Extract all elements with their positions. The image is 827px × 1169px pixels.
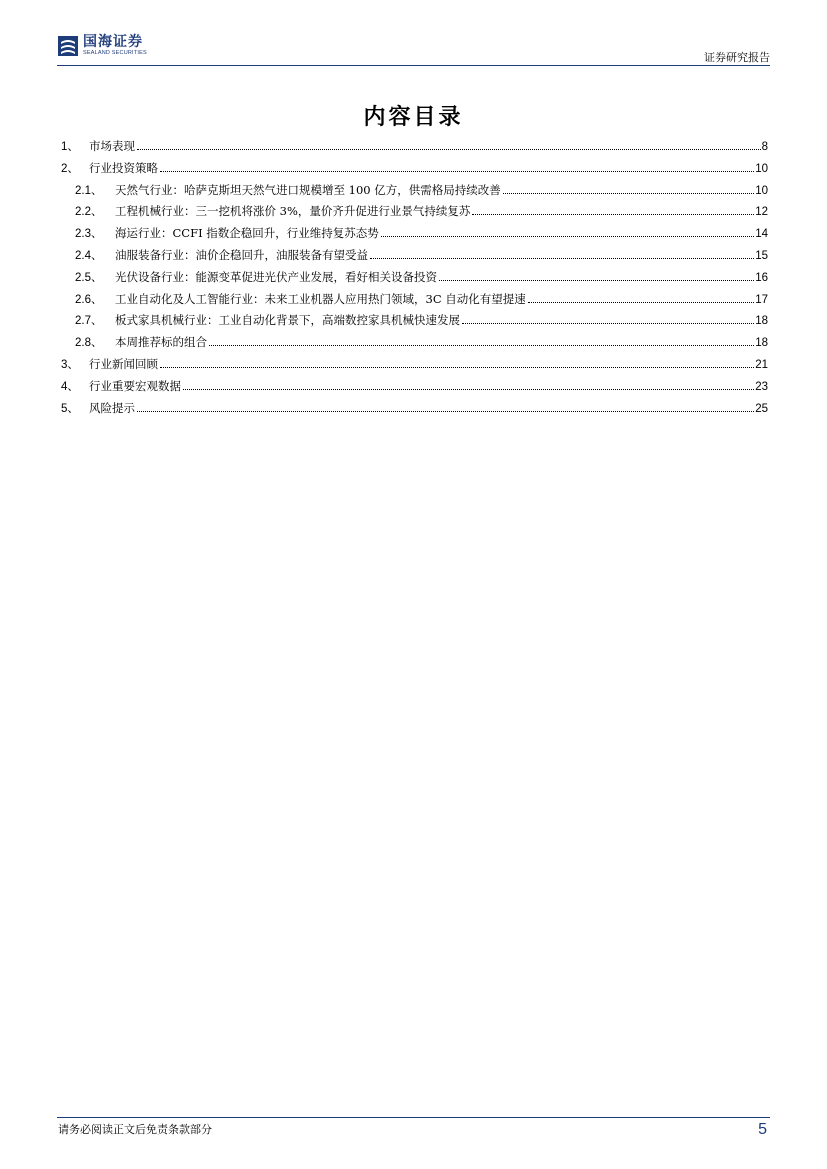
footer-disclaimer: 请务必阅读正文后免责条款部分 bbox=[58, 1123, 212, 1136]
toc-dot-leader bbox=[503, 193, 754, 194]
toc-entry-label: 板式家具机械行业：工业自动化背景下，高端数控家具机械快速发展 bbox=[115, 313, 460, 328]
toc-entry-label: 行业重要宏观数据 bbox=[89, 378, 181, 393]
page-number: 5 bbox=[758, 1121, 767, 1138]
toc-entry-number: 2.2、 bbox=[75, 206, 103, 219]
toc-entry-page: 14 bbox=[755, 228, 768, 241]
toc-entry-page: 12 bbox=[755, 206, 768, 219]
header-divider bbox=[57, 65, 770, 66]
toc-entry-page: 10 bbox=[755, 162, 768, 175]
toc-entry-number: 2.6、 bbox=[75, 293, 103, 306]
toc-entry-page: 15 bbox=[755, 249, 768, 262]
report-type-label: 证券研究报告 bbox=[704, 51, 770, 64]
toc-entry-number: 5、 bbox=[61, 402, 79, 415]
toc-entry-number: 4、 bbox=[61, 380, 79, 393]
logo-english-name: SEALAND SECURITIES bbox=[83, 50, 147, 56]
toc-entry-label: 行业新闻回顾 bbox=[89, 356, 158, 371]
toc-subentry[interactable] bbox=[61, 312, 768, 334]
footer-divider bbox=[57, 1117, 770, 1118]
toc-entry-label: 工程机械行业：三一挖机将涨价 3%，量价齐升促进行业景气持续复苏 bbox=[115, 204, 471, 219]
toc-subentry[interactable] bbox=[61, 203, 768, 225]
toc-entry-page: 18 bbox=[755, 337, 768, 350]
toc-entry-label: 海运行业：CCFI 指数企稳回升，行业维持复苏态势 bbox=[115, 226, 379, 241]
toc-entry-label: 天然气行业：哈萨克斯坦天然气进口规模增至 100 亿方，供需格局持续改善 bbox=[115, 182, 501, 197]
toc-entry-page: 21 bbox=[755, 358, 768, 371]
toc-entry-number: 2.4、 bbox=[75, 249, 103, 262]
toc-dot-leader bbox=[137, 149, 761, 150]
toc-dot-leader bbox=[209, 345, 754, 346]
toc-entry[interactable] bbox=[61, 400, 768, 422]
toc-entry-number: 2.8、 bbox=[75, 337, 103, 350]
toc-entry[interactable] bbox=[61, 160, 768, 182]
toc-entry-page: 23 bbox=[755, 380, 768, 393]
toc-entry-label: 工业自动化及人工智能行业：未来工业机器人应用热门领域，3C 自动化有望提速 bbox=[115, 291, 526, 306]
toc-title: 内容目录 bbox=[363, 104, 464, 130]
logo-chinese-name: 国海证券 bbox=[83, 34, 143, 50]
toc-dot-leader bbox=[160, 171, 754, 172]
toc-entry-number: 1、 bbox=[61, 141, 79, 153]
toc-dot-leader bbox=[439, 280, 754, 281]
toc-entry-number: 2.1、 bbox=[75, 184, 103, 197]
toc-entry-label: 油服装备行业：油价企稳回升，油服装备有望受益 bbox=[115, 247, 368, 262]
toc-entry-page: 10 bbox=[755, 184, 768, 197]
toc-entry-label: 市场表现 bbox=[89, 139, 135, 153]
toc-dot-leader bbox=[183, 389, 754, 390]
toc-entry-number: 2、 bbox=[61, 162, 79, 175]
toc-entry-number: 3、 bbox=[61, 358, 79, 371]
toc-entry-label: 光伏设备行业：能源变革促进光伏产业发展，看好相关设备投资 bbox=[115, 269, 437, 284]
toc-dot-leader bbox=[381, 236, 754, 237]
toc-subentry[interactable] bbox=[61, 247, 768, 269]
toc-entry-page: 17 bbox=[755, 293, 768, 306]
toc-subentry[interactable] bbox=[61, 225, 768, 247]
toc-entry[interactable] bbox=[61, 356, 768, 378]
toc-entry-page: 25 bbox=[755, 402, 768, 415]
toc-entry-label: 风险提示 bbox=[89, 400, 135, 415]
toc-entry-number: 2.7、 bbox=[75, 315, 103, 328]
toc-entry-page: 18 bbox=[755, 315, 768, 328]
toc-entry-number: 2.5、 bbox=[75, 271, 103, 284]
toc-subentry[interactable] bbox=[61, 269, 768, 291]
toc-entry-label: 本周推荐标的组合 bbox=[115, 335, 207, 350]
toc-dot-leader bbox=[370, 258, 754, 259]
toc-entry-page: 8 bbox=[761, 141, 768, 153]
toc-entry-page: 16 bbox=[755, 271, 768, 284]
toc-subentry[interactable] bbox=[61, 182, 768, 204]
toc-dot-leader bbox=[160, 367, 754, 368]
toc-entry-number: 2.3、 bbox=[75, 228, 103, 241]
toc-dot-leader bbox=[472, 214, 754, 215]
sealand-logo-icon bbox=[57, 35, 79, 57]
toc-dot-leader bbox=[462, 323, 754, 324]
toc-entry-label: 行业投资策略 bbox=[89, 160, 158, 175]
toc-dot-leader bbox=[528, 302, 754, 303]
page-header bbox=[57, 34, 770, 64]
toc-subentry[interactable] bbox=[61, 334, 768, 356]
toc-entry[interactable] bbox=[61, 138, 768, 160]
toc-dot-leader bbox=[137, 411, 754, 412]
company-logo bbox=[57, 34, 147, 57]
toc-subentry[interactable] bbox=[61, 291, 768, 313]
toc-entry[interactable] bbox=[61, 378, 768, 400]
table-of-contents bbox=[61, 138, 768, 421]
